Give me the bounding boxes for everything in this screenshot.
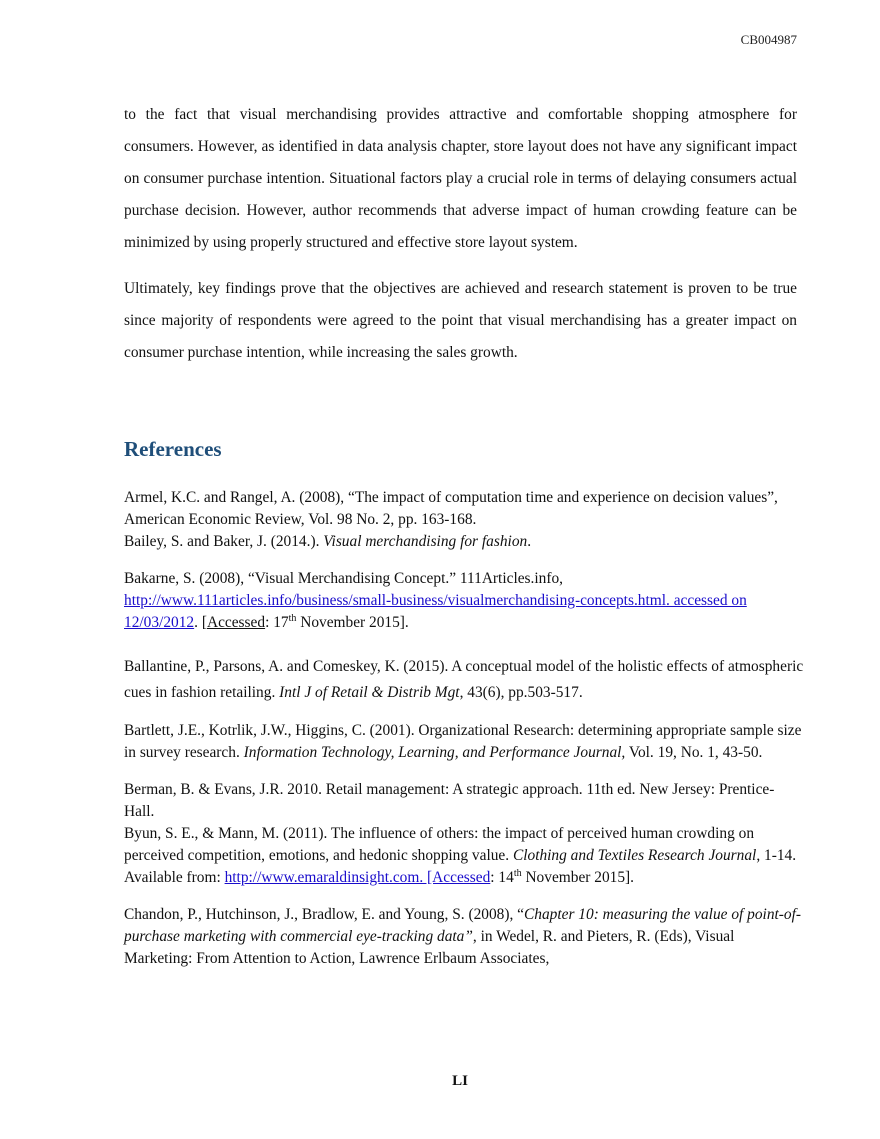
reference-text: , 43(6), pp.503-517.	[459, 684, 583, 701]
paragraph-2: Ultimately, key findings prove that the objectives are achieved and research statement is proven to be true since majority of respondents were agreed to the point that visual merchandising has a greater impact on consumer purchase intention, while increasing the sales growth.	[124, 280, 797, 361]
reference-text: Vol. 19, No. 1, 43-50.	[625, 744, 763, 761]
ordinal-suffix: th	[288, 612, 297, 624]
page-number: LI	[452, 1073, 468, 1089]
reference-text: Ballantine, P., Parsons, A. and Comeskey, K. (2015). A conceptual model of the holistic effects of atmospheric cues in fashion retailing.	[124, 658, 804, 701]
reference-text: , 1-14. Available from:	[124, 847, 797, 886]
reference-title: Visual merchandising for fashion	[323, 533, 528, 550]
body-text	[124, 99, 797, 383]
reference-byun	[124, 823, 804, 889]
reference-journal: Intl J of Retail & Distrib Mgt	[279, 684, 460, 701]
ordinal-suffix: th	[513, 867, 522, 879]
reference-text: : 14	[490, 869, 514, 886]
reference-text: Byun, S. E., & Mann, M. (2011). The influence of others: the impact of perceived human crowding on perceived competition, emotions, and hedonic shopping value.	[124, 825, 755, 864]
reference-bakarne	[124, 568, 804, 634]
references-heading: References	[124, 437, 222, 461]
reference-journal: Clothing and Textiles Research Journal	[512, 847, 757, 864]
reference-link[interactable]: http://www.emaraldinsight.com. [Accessed	[224, 869, 491, 886]
reference-text: : 17	[265, 614, 289, 631]
reference-berman: Berman, B. & Evans, J.R. 2010. Retail management: A strategic approach. 11th ed. New Jersey: Prentice-Hall.	[124, 781, 775, 820]
reference-text: November 2015].	[296, 614, 409, 631]
document-id: CB004987	[740, 32, 797, 47]
reference-text: Bartlett, J.E., Kotrlik, J.W., Higgins, C. (2001). Organizational Research: determining appropriate sample size in survey research.	[124, 722, 802, 761]
reference-text: , in Wedel, R. and Pieters, R. (Eds), Visual Marketing: From Attention to Action, Lawrence Erlbaum Associates,	[124, 928, 735, 967]
accessed-label: Accessed	[206, 614, 266, 631]
paragraph-1: to the fact that visual merchandising provides attractive and comfortable shopping atmosphere for consumers. However, as identified in data analysis chapter, store layout does not have any significant impact on consumer purchase intention. Situational factors play a crucial role in terms of delaying consumers actual purchase decision. However, author recommends that adverse impact of human crowding feature can be minimized by using properly structured and effective store layout system.	[124, 106, 797, 251]
reference-ballantine	[124, 654, 804, 706]
reference-text: November 2015].	[521, 869, 635, 886]
reference-text: . [	[194, 614, 207, 631]
reference-text: Bailey, S. and Baker, J. (2014.).	[124, 533, 324, 550]
reference-armel: Armel, K.C. and Rangel, A. (2008), “The impact of computation time and experience on decision values”, American Economic Review, Vol. 98 No. 2, pp. 163-168.	[124, 489, 778, 528]
reference-chandon	[124, 904, 804, 970]
reference-text: .	[527, 533, 532, 550]
reference-journal: Information Technology, Learning, and Performance Journal,	[243, 744, 626, 761]
reference-text: Chandon, P., Hutchinson, J., Bradlow, E. and Young, S. (2008), “	[124, 906, 525, 923]
references-list	[124, 487, 804, 970]
reference-bailey	[124, 531, 804, 553]
reference-link[interactable]: http://www.111articles.info/business/small-business/visualmerchandising-concepts.html. accessed on 12/03/2012	[124, 592, 747, 631]
reference-text: Bakarne, S. (2008), “Visual Merchandising Concept.” 111Articles.info,	[124, 570, 564, 587]
reference-chapter-title: Chapter 10: measuring the value of point-of-purchase marketing with commercial eye-tracking data”	[124, 906, 802, 945]
reference-bartlett	[124, 720, 804, 764]
